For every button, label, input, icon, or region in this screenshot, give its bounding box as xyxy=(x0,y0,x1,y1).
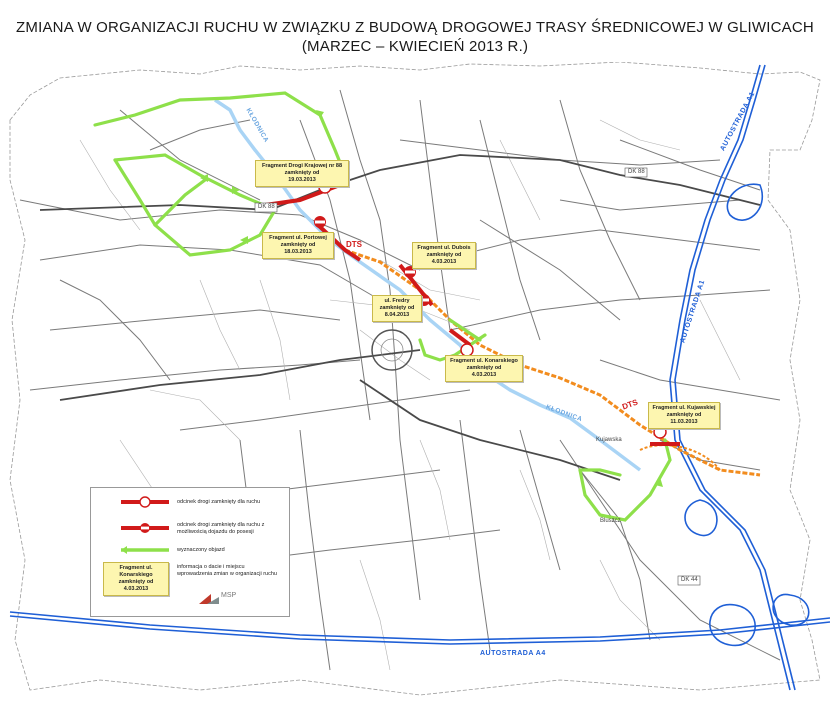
label-a1-mid: AUTOSTRADA A1 xyxy=(679,279,707,344)
label-a1-north: AUTOSTRADA A1 xyxy=(719,90,757,153)
legend-detour: wyznaczony objazd xyxy=(177,547,225,553)
old-town-ring xyxy=(372,330,412,370)
callout-dubois[interactable]: Fragment ul. Dubois zamknięty od 4.03.2013 xyxy=(412,242,476,269)
callout-portowa[interactable]: Fragment ul. Portowej zamknięty od 18.03.2013 xyxy=(262,232,334,259)
legend-closed-access: odcinek drogi zamknięty dla ruchu z możliwością dojazdu do posesji xyxy=(177,522,265,535)
city-map[interactable] xyxy=(0,62,830,715)
title-line-1: ZMIANA W ORGANIZACJI RUCHU W ZWIĄZKU Z BUDOWĄ DROGOWEJ TRASY ŚREDNICOWEJ W GLIWICACH xyxy=(16,19,814,36)
callout-konarskiego[interactable]: Fragment ul. Konarskiego zamknięty od 4.03.2013 xyxy=(445,355,523,382)
label-river-north: KŁODNICA xyxy=(244,107,270,144)
legend-info: informacja o dacie i miejscu wprowadzenia zmian w organizacji ruchu xyxy=(177,564,277,577)
road-closures xyxy=(265,185,680,444)
label-dk44: DK 44 xyxy=(681,577,698,583)
map-legend xyxy=(90,487,290,617)
label-bluszcz: Bluszcz xyxy=(600,518,621,524)
title-line-2: (MARZEC – KWIECIEŃ 2013 R.) xyxy=(301,38,529,55)
callout-kujawska[interactable]: Fragment ul. Kujawskiej zamknięty od 11.03.2013 xyxy=(648,402,720,429)
callout-fredry[interactable]: ul. Fredry zamknięty od 8.04.2013 xyxy=(372,295,422,322)
label-kujawska: Kujawska xyxy=(596,437,622,443)
legend-sample-callout: Fragment ul. Konarskiego zamknięty od 4.03.2013 xyxy=(103,562,169,596)
legend-logo: MSP xyxy=(221,592,237,599)
label-river: KŁODNICA xyxy=(544,403,584,424)
highway-a1 xyxy=(670,65,795,690)
label-dts-east: DTS xyxy=(620,397,640,412)
label-dts: DTS xyxy=(346,240,362,249)
label-dk88: DK 88 xyxy=(258,204,275,210)
legend-closed: odcinek drogi zamknięty dla ruchu xyxy=(177,499,261,505)
callout-dk88[interactable]: Fragment Drogi Krajowej nr 88 zamknięty od 19.03.2013 xyxy=(255,160,349,187)
label-dk88-east: DK 88 xyxy=(628,169,645,175)
map-title xyxy=(0,18,830,56)
label-a4: AUTOSTRADA A4 xyxy=(480,650,546,657)
